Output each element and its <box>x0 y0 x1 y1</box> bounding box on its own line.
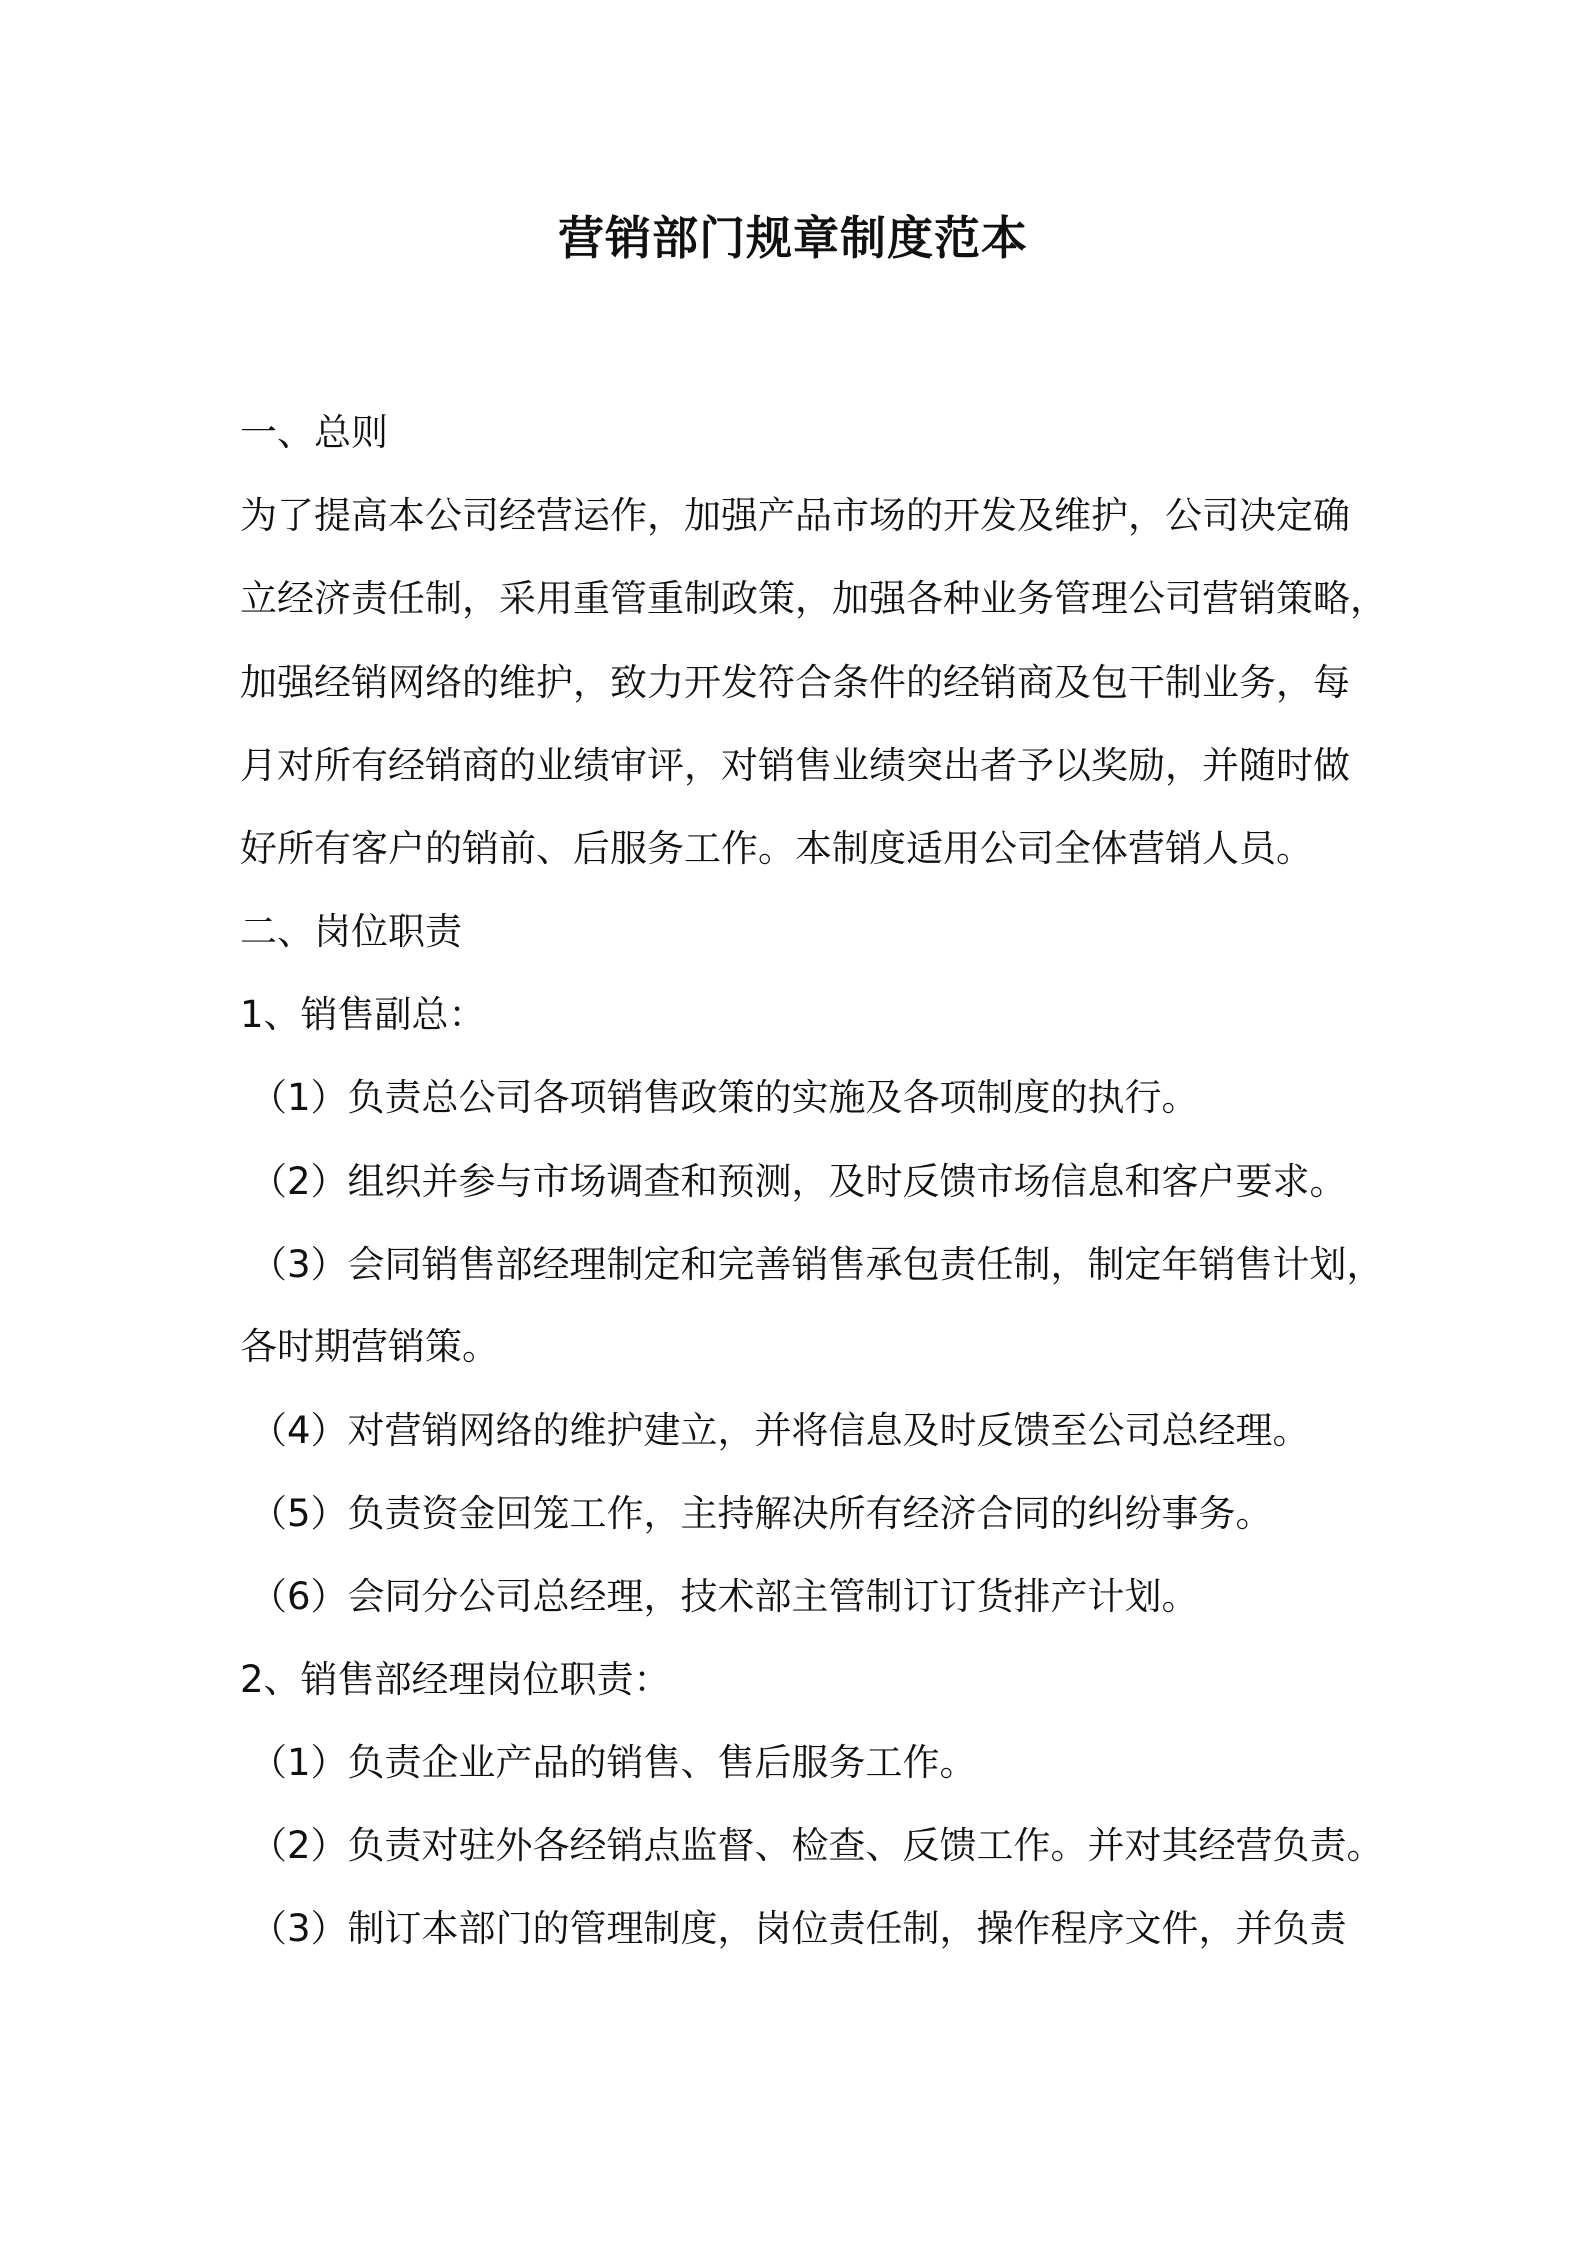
section-heading-duties: 二、岗位职责 <box>240 910 462 953</box>
list-item: （5）负责资金回笼工作，主持解决所有经济合同的纠纷事务。 <box>250 1492 1273 1535</box>
list-item: （3）会同销售部经理制定和完善销售承包责任制，制定年销售计划， <box>250 1243 1384 1286</box>
paragraph-line: 加强经销网络的维护，致力开发符合条件的经销商及包干制业务，每 <box>240 661 1350 704</box>
paragraph-line: 月对所有经销商的业绩审评，对销售业绩突出者予以奖励，并随时做 <box>240 744 1350 787</box>
paragraph-line: 立经济责任制，采用重管重制政策，加强各种业务管理公司营销策略， <box>240 577 1387 620</box>
document-title: 营销部门规章制度范本 <box>558 211 1028 265</box>
list-item: （6）会同分公司总经理，技术部主管制订订货排产计划。 <box>250 1575 1199 1618</box>
subsection-heading-sales-manager: 2、销售部经理岗位职责： <box>240 1658 671 1701</box>
list-item: （1）负责总公司各项销售政策的实施及各项制度的执行。 <box>250 1076 1199 1119</box>
list-item: （4）对营销网络的维护建立，并将信息及时反馈至公司总经理。 <box>250 1409 1310 1452</box>
list-item-continuation: 各时期营销策。 <box>240 1325 499 1368</box>
paragraph-line: 好所有客户的销前、后服务工作。本制度适用公司全体营销人员。 <box>240 827 1313 870</box>
list-item: （1）负责企业产品的销售、售后服务工作。 <box>250 1741 977 1784</box>
paragraph-line: 为了提高本公司经营运作，加强产品市场的开发及维护，公司决定确 <box>240 494 1350 537</box>
subsection-heading-sales-vp: 1、销售副总： <box>240 993 486 1036</box>
section-heading-general: 一、总则 <box>240 411 388 454</box>
list-item: （2）组织并参与市场调查和预测，及时反馈市场信息和客户要求。 <box>250 1160 1347 1203</box>
list-item: （3）制订本部门的管理制度，岗位责任制，操作程序文件，并负责 <box>250 1907 1347 1950</box>
list-item: （2）负责对驻外各经销点监督、检查、反馈工作。并对其经营负责。 <box>250 1824 1384 1867</box>
